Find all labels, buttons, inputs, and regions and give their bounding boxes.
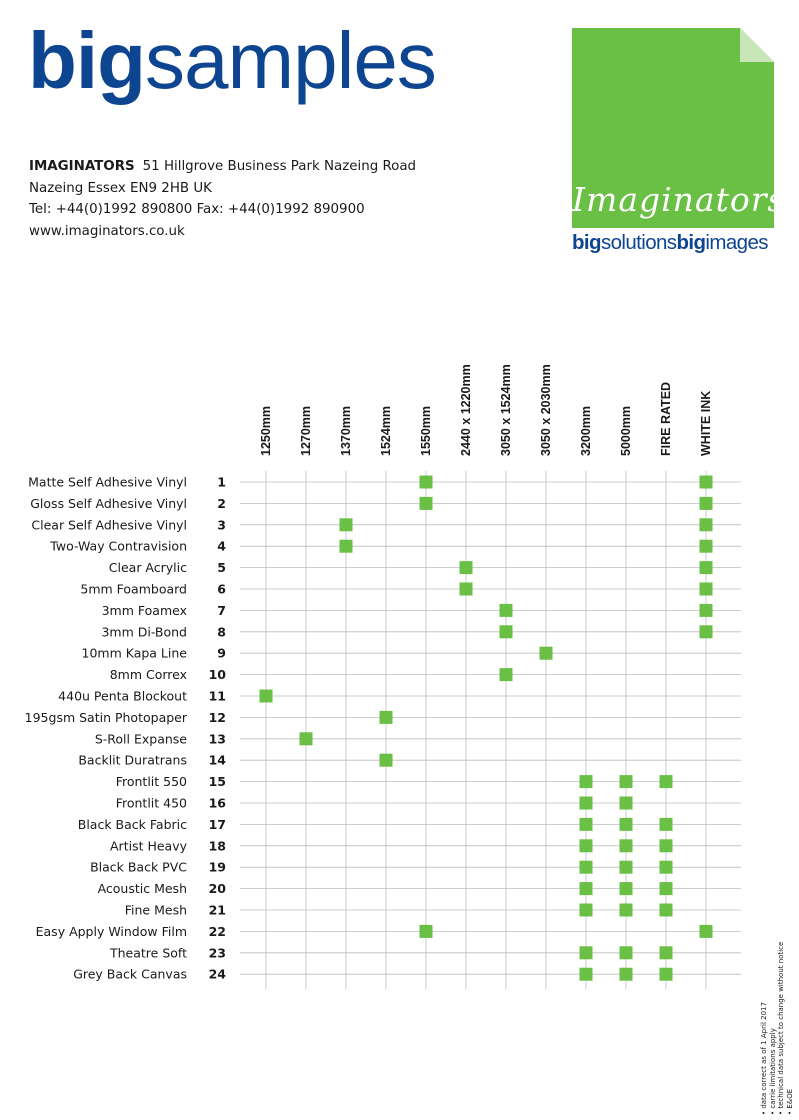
product-name: Grey Back Canvas (73, 966, 187, 982)
availability-marker (660, 904, 673, 917)
availability-marker (380, 711, 393, 724)
column-header: 1524mm (379, 405, 393, 456)
column-header: FIRE RATED (659, 381, 673, 456)
product-number: 3 (217, 517, 226, 533)
address-line2: Nazeing Essex EN9 2HB UK (29, 180, 212, 196)
product-number: 14 (208, 752, 226, 768)
availability-marker (300, 732, 313, 745)
availability-marker (660, 861, 673, 874)
column-header: 3200mm (579, 405, 593, 456)
availability-marker (580, 882, 593, 895)
product-name: S-Roll Expanse (94, 731, 187, 747)
product-number: 2 (217, 495, 226, 511)
column-header: WHITE INK (699, 390, 713, 456)
column-header: 3050 x 2030mm (539, 364, 553, 456)
availability-marker (620, 968, 633, 981)
availability-marker (580, 775, 593, 788)
product-number: 15 (208, 774, 226, 790)
page-title-light: samples (144, 16, 436, 105)
column-header: 1550mm (419, 405, 433, 456)
availability-marker (660, 968, 673, 981)
product-name: Clear Self Adhesive Vinyl (31, 517, 187, 533)
product-number: 13 (208, 731, 226, 747)
product-name: 440u Penta Blockout (58, 688, 187, 704)
product-number: 20 (208, 881, 226, 897)
availability-marker (540, 647, 553, 660)
product-name: Clear Acrylic (108, 560, 187, 576)
availability-marker (620, 904, 633, 917)
page-title-bold: big (28, 16, 145, 105)
availability-marker (380, 754, 393, 767)
product-name: Black Back Fabric (77, 816, 187, 832)
availability-marker (340, 540, 353, 553)
product-name: Black Back PVC (90, 859, 187, 875)
product-number: 21 (208, 902, 226, 918)
availability-marker (580, 797, 593, 810)
availability-marker (620, 818, 633, 831)
column-header: 1370mm (339, 405, 353, 456)
availability-marker (660, 775, 673, 788)
availability-marker (620, 861, 633, 874)
product-number: 16 (208, 795, 226, 811)
column-header: 1250mm (259, 405, 273, 456)
availability-marker (700, 540, 713, 553)
availability-marker (500, 668, 513, 681)
availability-marker (700, 625, 713, 638)
product-name: Gloss Self Adhesive Vinyl (30, 495, 187, 511)
availability-marker (700, 476, 713, 489)
product-name: Backlit Duratrans (78, 752, 187, 768)
column-header: 5000mm (619, 405, 633, 456)
availability-marker (700, 561, 713, 574)
product-number: 1 (217, 474, 226, 490)
product-name: 3mm Di-Bond (101, 624, 187, 640)
address-line1: 51 Hillgrove Business Park Nazeing Road (142, 159, 417, 174)
product-number: 4 (217, 538, 226, 554)
product-name: Artist Heavy (110, 838, 187, 854)
product-name: Acoustic Mesh (97, 881, 187, 897)
availability-marker (620, 946, 633, 959)
product-name: Frontlit 450 (115, 795, 187, 811)
footnote-line: • carrie limitations apply (768, 1028, 777, 1115)
availability-marker (620, 775, 633, 788)
product-name: Frontlit 550 (115, 774, 187, 790)
availability-marker (580, 818, 593, 831)
column-header: 3050 x 1524mm (499, 364, 513, 456)
availability-marker (620, 839, 633, 852)
product-name: Theatre Soft (109, 945, 187, 961)
availability-marker (660, 818, 673, 831)
product-name: 5mm Foamboard (80, 581, 187, 597)
product-name: 3mm Foamex (101, 602, 187, 618)
product-name: Two-Way Contravision (50, 538, 187, 554)
tagline-big-1: big (572, 231, 601, 254)
availability-marker (660, 882, 673, 895)
logo-script-text: Imaginators (572, 180, 786, 219)
availability-marker (340, 518, 353, 531)
product-number: 9 (217, 645, 226, 661)
availability-marker (580, 946, 593, 959)
availability-marker (460, 561, 473, 574)
company-name: IMAGINATORS (29, 159, 135, 174)
tagline-images: images (705, 231, 768, 254)
product-number: 17 (208, 816, 226, 832)
availability-marker (580, 839, 593, 852)
availability-marker (460, 583, 473, 596)
footnotes (760, 942, 794, 1115)
availability-marker (660, 839, 673, 852)
availability-marker (700, 518, 713, 531)
product-name: 8mm Correx (109, 667, 187, 683)
phone-fax-line: Tel: +44(0)1992 890800 Fax: +44(0)1992 890900 (29, 202, 365, 217)
availability-marker (420, 497, 433, 510)
product-number: 24 (208, 966, 226, 982)
availability-marker (660, 946, 673, 959)
availability-marker (700, 604, 713, 617)
product-number: 11 (208, 688, 226, 704)
availability-marker (500, 604, 513, 617)
column-header: 1270mm (299, 405, 313, 456)
availability-marker (700, 583, 713, 596)
availability-marker (700, 925, 713, 938)
product-name: Matte Self Adhesive Vinyl (28, 474, 187, 490)
footnote-line: • E&OE (785, 1088, 794, 1115)
product-number: 10 (208, 667, 226, 683)
availability-marker (580, 968, 593, 981)
product-name: 195gsm Satin Photopaper (24, 709, 187, 725)
product-number: 23 (208, 945, 226, 961)
product-number: 8 (217, 624, 226, 640)
availability-marker (260, 690, 273, 703)
product-number: 7 (217, 602, 226, 618)
availability-marker (700, 497, 713, 510)
availability-marker (580, 904, 593, 917)
availability-marker (580, 861, 593, 874)
tagline-big-2: big (676, 231, 706, 254)
product-number: 19 (208, 859, 226, 875)
tagline-solutions: solutions (600, 231, 677, 254)
column-header: 2440 x 1220mm (459, 364, 473, 456)
website-link[interactable]: www.imaginators.co.uk (29, 223, 185, 239)
product-number: 5 (217, 560, 226, 576)
product-name: Fine Mesh (124, 902, 187, 918)
footnote-line: • technical data subject to change without notice (777, 941, 786, 1115)
product-number: 22 (208, 923, 226, 939)
product-name: Easy Apply Window Film (35, 923, 187, 939)
product-number: 18 (208, 838, 226, 854)
availability-marker (620, 882, 633, 895)
availability-marker (420, 925, 433, 938)
footnote-line: • data correct as of 1 April 2017 (760, 1002, 768, 1115)
product-number: 12 (208, 709, 226, 725)
product-number: 6 (217, 581, 226, 597)
availability-marker (420, 476, 433, 489)
availability-marker (620, 797, 633, 810)
product-name: 10mm Kapa Line (81, 645, 187, 661)
availability-marker (500, 625, 513, 638)
